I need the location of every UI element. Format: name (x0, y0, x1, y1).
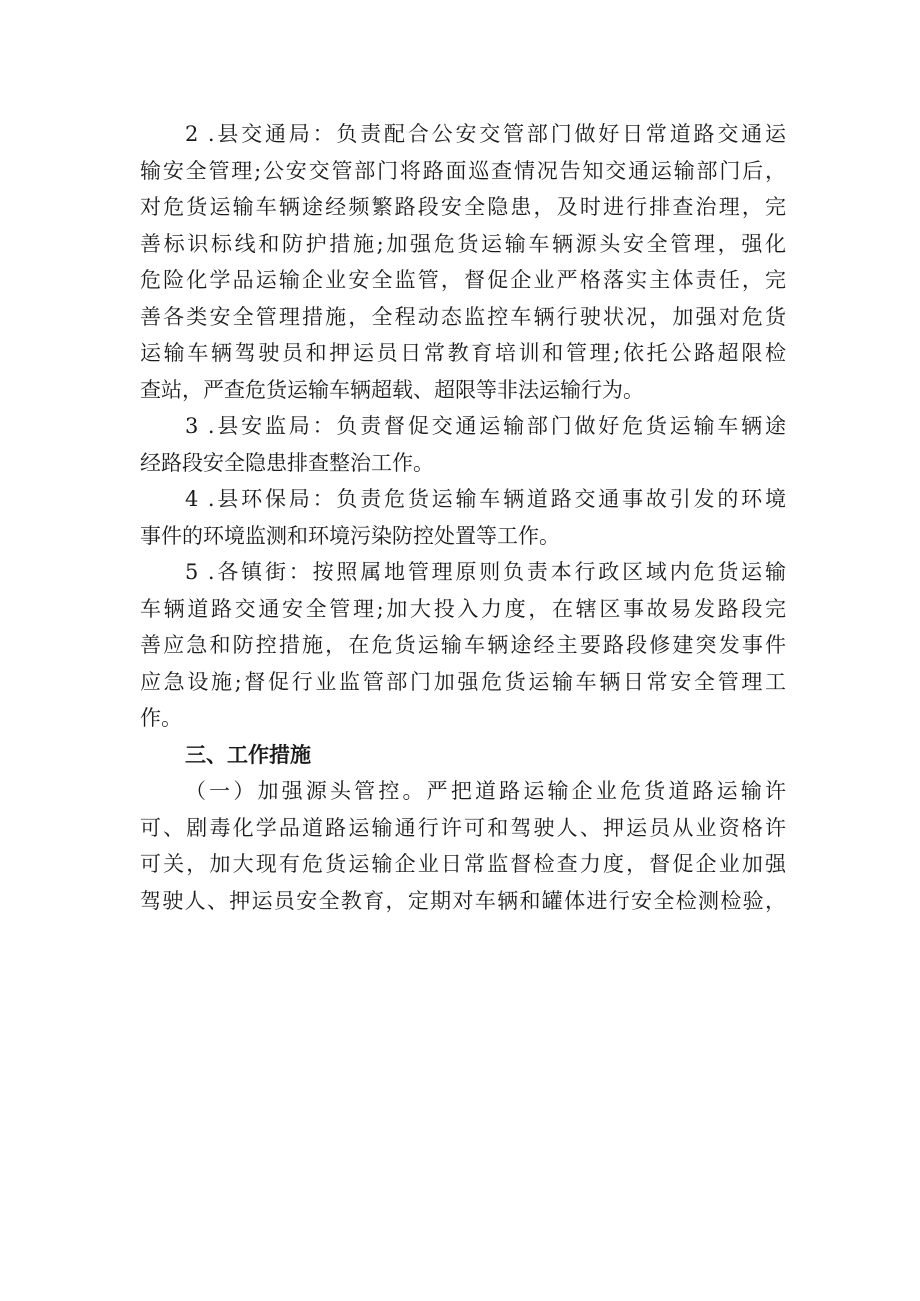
paragraph-line: 5 .各镇街：按照属地管理原则负责本行政区域内危货运输 (185, 560, 786, 584)
paragraph-line: 对危货运输车辆途经频繁路段安全隐患，及时进行排查治理，完 (140, 195, 786, 219)
paragraph-line: 查站，严查危货运输车辆超载、超限等非法运输行为。 (140, 377, 644, 402)
section-heading: 三、工作措施 (185, 742, 311, 767)
paragraph-line: 善各类安全管理措施，全程动态监控车辆行驶状况，加强对危货 (140, 304, 786, 329)
paragraph-line: 事件的环境监测和环境污染防控处置等工作。 (140, 523, 560, 548)
paragraph-line: 经路段安全隐患排查整治工作。 (140, 450, 434, 475)
paragraph-line: 应急设施;督促行业监管部门加强危货运输车辆日常安全管理工 (140, 669, 786, 694)
paragraph-line: 运输车辆驾驶员和押运员日常教育培训和管理;依托公路超限检 (140, 341, 786, 365)
paragraph-line: （一）加强源头管控。严把道路运输企业危货道路运输许 (185, 779, 786, 803)
paragraph-line: 可关，加大现有危货运输企业日常监督检查力度，督促企业加强 (140, 852, 786, 876)
paragraph-line: 车辆道路交通安全管理;加大投入力度，在辖区事故易发路段完 (140, 596, 786, 621)
document-body (140, 116, 786, 919)
paragraph-line: 2 .县交通局：负责配合公安交管部门做好日常道路交通运 (185, 122, 786, 146)
paragraph-line: 可、剧毒化学品道路运输通行许可和驾驶人、押运员从业资格许 (140, 815, 786, 840)
paragraph-line: 4 .县环保局：负责危货运输车辆道路交通事故引发的环境 (185, 487, 786, 511)
paragraph-line: 善应急和防控措施，在危货运输车辆途经主要路段修建突发事件 (140, 633, 786, 657)
paragraph-line: 作。 (140, 706, 182, 730)
paragraph-line: 3 .县安监局：负责督促交通运输部门做好危货运输车辆途 (185, 414, 786, 438)
paragraph-line: 输安全管理;公安交管部门将路面巡查情况告知交通运输部门后， (140, 158, 786, 183)
paragraph-line: 善标识标线和防护措施;加强危货运输车辆源头安全管理，强化 (140, 231, 786, 256)
paragraph-line: 危险化学品运输企业安全监管，督促企业严格落实主体责任，完 (140, 268, 786, 292)
paragraph-line: 驾驶人、押运员安全教育，定期对车辆和罐体进行安全检测检验， (140, 888, 786, 913)
